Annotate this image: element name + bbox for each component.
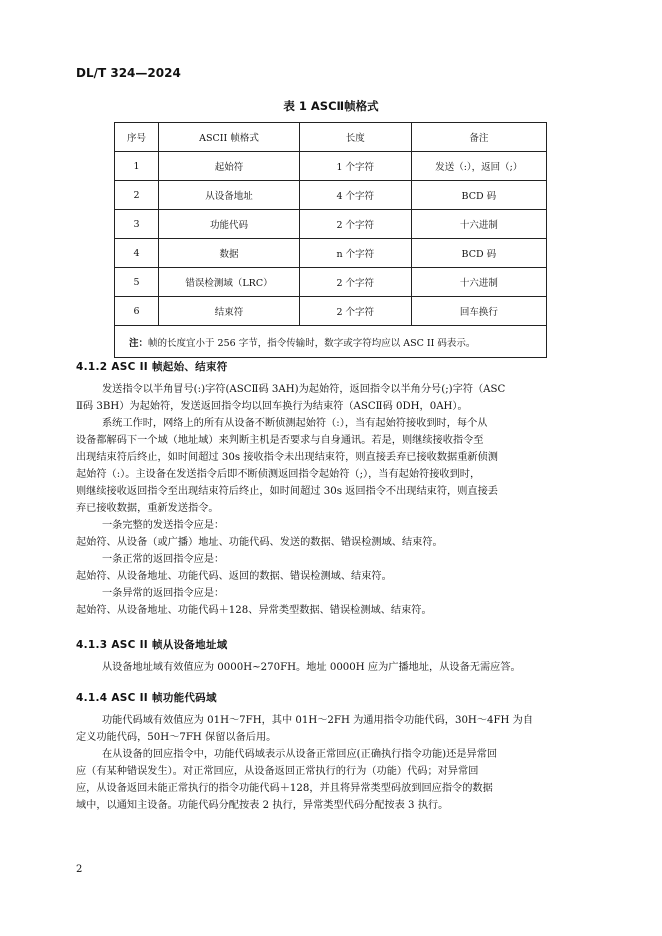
table-row <box>115 239 547 268</box>
cell-index: 2 <box>115 181 159 210</box>
table-row <box>115 268 547 297</box>
paragraph-line: Ⅱ码 3BH）为起始符，发送返回指令均以回车换行为结束符（ASCⅡ码 0DH，0AH）。 <box>76 401 468 412</box>
cell-index: 5 <box>115 268 159 297</box>
cell-index: 6 <box>115 297 159 326</box>
cell-remark: BCD 码 <box>411 181 546 210</box>
cell-length: 4 个字符 <box>299 181 411 210</box>
paragraph-line: 域中，以通知主设备。功能代码分配按表 2 执行，异常类型代码分配按表 3 执行。 <box>76 800 449 811</box>
paragraph-line: 一条异常的返回指令应是： <box>102 588 225 599</box>
cell-remark: 十六进制 <box>411 210 546 239</box>
cell-remark: 回车换行 <box>411 297 546 326</box>
col-header-format: ASCII 帧格式 <box>159 123 300 152</box>
paragraph-line: 在从设备的回应指令中，功能代码域表示从设备正常回应(正确执行指令功能)还是异常回 <box>102 749 498 760</box>
col-header-remark: 备注 <box>411 123 546 152</box>
paragraph-line: 起始符、从设备地址、功能代码、返回的数据、错误检测域、结束符。 <box>76 571 392 582</box>
cell-format: 数据 <box>159 239 300 268</box>
cell-length: 2 个字符 <box>299 268 411 297</box>
section-heading-4-1-3: 4.1.3 ASC II 帧从设备地址域 <box>76 639 228 651</box>
cell-remark: 发送（:），返回（;） <box>411 152 546 181</box>
paragraph-line: 应，从设备返回未能正常执行的指令功能代码＋128，并且将异常类型码放到回应指令的数据 <box>76 783 493 794</box>
paragraph-line: 出现结束符后终止，如时间超过 30s 接收指令未出现结束符，则直接丢弃已接收数据重新侦测 <box>76 452 498 463</box>
asc-frame-format-table <box>114 122 547 358</box>
paragraph-line: 功能代码域有效值应为 01H～7FH，其中 01H～2FH 为通用指令功能代码，30H～4FH 为自 <box>102 715 534 726</box>
table-row <box>115 152 547 181</box>
paragraph-line: 发送指令以半角冒号(:)字符(ASCⅡ码 3AH)为起始符，返回指令以半角分号(;)字符（ASC <box>102 384 506 395</box>
table-note <box>115 326 547 358</box>
paragraph-line: 系统工作时，网络上的所有从设备不断侦测起始符（:），当有起始符接收到时，每个从 <box>102 418 488 429</box>
cell-length: 2 个字符 <box>299 210 411 239</box>
cell-format: 错误检测域（LRC） <box>159 268 300 297</box>
col-header-index: 序号 <box>115 123 159 152</box>
table-note-row <box>115 326 547 358</box>
section-body-4-1-2 <box>76 381 584 619</box>
table-header-row <box>115 123 547 152</box>
table-note-label: 注： <box>129 337 149 349</box>
cell-format: 从设备地址 <box>159 181 300 210</box>
cell-format: 结束符 <box>159 297 300 326</box>
cell-index: 1 <box>115 152 159 181</box>
paragraph-line: 应（有某种错误发生）。对正常回应，从设备返回正常执行的行为（功能）代码；对异常回 <box>76 766 479 777</box>
cell-remark: 十六进制 <box>411 268 546 297</box>
table-row <box>115 210 547 239</box>
page-number: 2 <box>76 864 83 875</box>
table-note-text: 帧的长度宜小于 256 字节，指令传输时，数字或字符均应以 ASC II 码表示。 <box>148 337 476 349</box>
section-heading-4-1-4: 4.1.4 ASC II 帧功能代码域 <box>76 692 217 704</box>
paragraph-line: 起始符、从设备地址、功能代码＋128、异常类型数据、错误检测域、结束符。 <box>76 605 432 616</box>
cell-index: 4 <box>115 239 159 268</box>
paragraph-line: 一条正常的返回指令应是： <box>102 554 225 565</box>
paragraph-line: 设备都解码下一个域（地址域）来判断主机是否要求与自身通讯。若是，则继续接收指令至 <box>76 435 484 446</box>
cell-index: 3 <box>115 210 159 239</box>
section-body-4-1-4 <box>76 712 584 814</box>
paragraph-line: 则继续接收返回指令至出现结束符后终止，如时间超过 30s 返回指令不出现结束符，则直接丢 <box>76 486 498 497</box>
cell-format: 起始符 <box>159 152 300 181</box>
col-header-length: 长度 <box>299 123 411 152</box>
cell-remark: BCD 码 <box>411 239 546 268</box>
cell-length: n 个字符 <box>299 239 411 268</box>
table-row <box>115 181 547 210</box>
table-caption: 表 1 ASCⅡ帧格式 <box>283 99 379 113</box>
paragraph-line: 一条完整的发送指令应是： <box>102 520 225 531</box>
section-heading-4-1-2: 4.1.2 ASC II 帧起始、结束符 <box>76 361 228 373</box>
paragraph-line: 起始符、从设备（或广播）地址、功能代码、发送的数据、错误检测域、结束符。 <box>76 537 443 548</box>
paragraph-line: 弃已接收数据，重新发送指令。 <box>76 503 219 514</box>
paragraph-line: 从设备地址域有效值应为 0000H~270FH。地址 0000H 应为广播地址，从设备无需应答。 <box>102 662 521 673</box>
cell-length: 2 个字符 <box>299 297 411 326</box>
table-row <box>115 297 547 326</box>
document-code: DL/T 324—2024 <box>76 66 181 80</box>
paragraph-line: 起始符（:）。主设备在发送指令后即不断侦测返回指令起始符（;），当有起始符接收到时， <box>76 469 481 480</box>
paragraph-line: 定义功能代码，50H～7FH 保留以备后用。 <box>76 732 277 743</box>
section-body-4-1-3 <box>76 659 584 676</box>
cell-format: 功能代码 <box>159 210 300 239</box>
cell-length: 1 个字符 <box>299 152 411 181</box>
